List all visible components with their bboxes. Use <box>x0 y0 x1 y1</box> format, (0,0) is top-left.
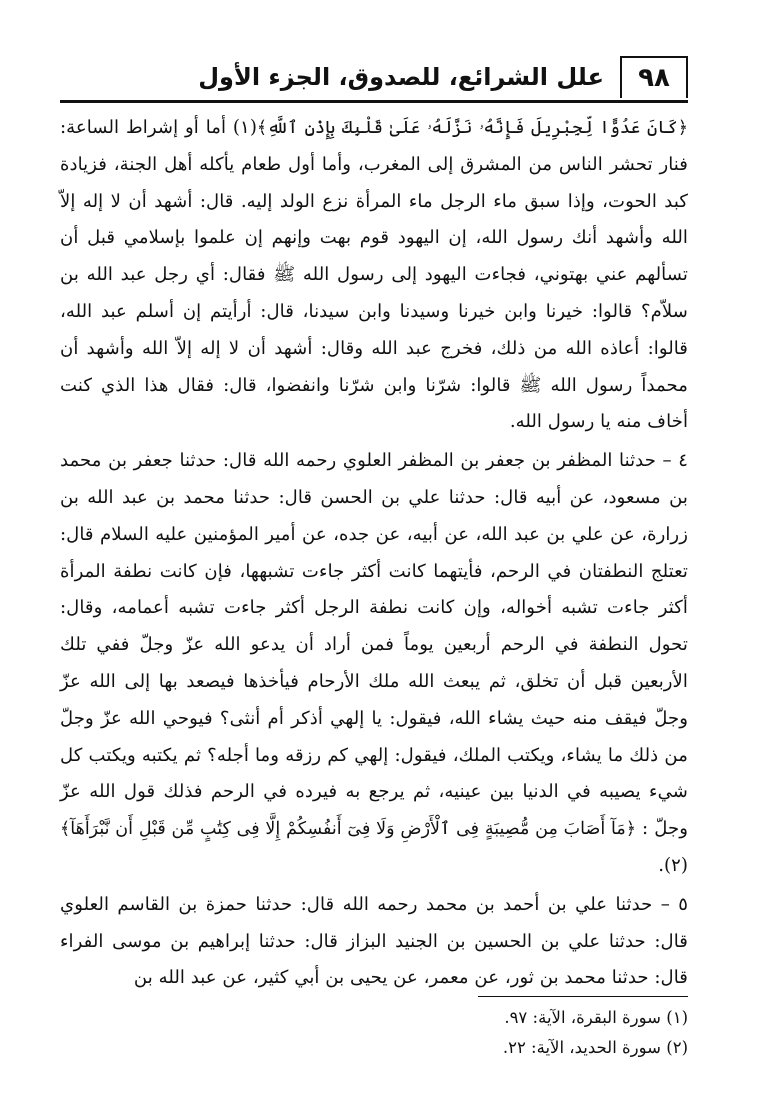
page-number: ٩٨ <box>620 56 688 98</box>
paragraph-continuation <box>60 110 688 441</box>
paragraph-text: (١) أما أو إشراط الساعة: فنار تحشر الناس من المشرق إلى المغرب، وأما أول طعام يأكله أهل الجنة، فزيادة كبد الحوت، وإذا سبق ماء الرجل ماء المرأة نزع الولد إليه. قال: أشهد أن لا إله إلاّ الله وأشهد أنك رسول الله، إن اليهود قوم بهت وإنهم إن علموا بإسلامي قبل أن تسألهم عني بهتوني، فجاءت اليهود إلى رسول الله ﷺ فقال: أي رجل عبد الله بن سلاّم؟ قالوا: خيرنا وابن خيرنا وسيدنا وابن سيدنا، قال: أرأيتم إن أسلم عبد الله، قالوا: أعاذه الله من ذلك، فخرج عبد الله وقال: أشهد أن لا إله إلاّ الله وأشهد أن محمداً رسول الله ﷺ قالوا: شرّنا وابن شرّنا وانفضوا، قال: فقال هذا الذي كنت أخاف منه يا رسول الله. <box>60 117 688 433</box>
footnote: (٢) سورة الحديد، الآية: ٢٢. <box>502 1038 688 1057</box>
quran-verse: ﴿كَانَ عَدُوًّا لِّجِبْرِيلَ فَإِنَّهُۥ نَزَّلَهُۥ عَلَىٰ قَلْبِكَ بِإِذْنِ ٱللَّهِ﴾ <box>256 118 688 138</box>
paragraph-text: ٤ – حدثنا المظفر بن جعفر بن المظفر العلوي رحمه الله قال: حدثنا جعفر بن محمد بن مسعود، عن أبيه قال: حدثنا علي بن الحسن قال: حدثنا محمد بن عبد الله بن زرارة، عن علي بن عبد الله، عن أبيه، عن جده، عن أمير المؤمنين عليه السلام قال: تعتلج النطفتان في الرحم، فأيتهما كانت أكثر جاءت تشبهها، فإن كانت نطفة المرأة أكثر جاءت تشبه أخواله، وإن كانت نطفة الرجل أكثر جاءت تشبه أعمامه، وقال: تحول النطفة في الرحم أربعين يوماً فمن أراد أن يدعو الله عزّ وجلّ ففي تلك الأربعين قبل أن تخلق، ثم يبعث الله ملك الأرحام فيأخذها فيصعد بها إلى الله عزّ وجلّ فيقف منه حيث يشاء الله، فيقول: يا إلهي أذكر أم أنثى؟ فيوحي الله عزّ وجلّ من ذلك ما يشاء، ويكتب الملك، فيقول: إلهي كم رزقه وما أجله؟ ثم يكتبه ويكتب كل شيء يصيبه في الدنيا بين عينيه، ثم يرجع به فيرده في الرحم فذلك قول الله عزّ وجلّ : <box>60 450 688 840</box>
page-header <box>60 52 688 103</box>
footnote-divider <box>478 996 688 997</box>
footnotes <box>60 996 688 1063</box>
main-text <box>60 110 688 997</box>
footnote-ref: (٢). <box>658 854 688 876</box>
paragraph-hadith-5 <box>60 887 688 997</box>
quran-verse: ﴿مَآ أَصَابَ مِن مُّصِيبَةٍ فِى ٱلْأَرْضِ وَلَا فِىٓ أَنفُسِكُمْ إِلَّا فِى كِتَٰبٍ مِّن قَبْلِ أَن نَّبْرَأَهَآ﴾ <box>60 819 636 840</box>
paragraph-hadith-4 <box>60 443 688 885</box>
running-title: علل الشرائع، للصدوق، الجزء الأول <box>198 63 604 91</box>
paragraph-text: ٥ – حدثنا علي بن أحمد بن محمد رحمه الله قال: حدثنا حمزة بن القاسم العلوي قال: حدثنا علي بن الحسين بن الجنيد البزاز قال: حدثنا إبراهيم بن موسى الفراء قال: حدثنا محمد بن ثور، عن معمر، عن يحيى بن أبي كثير، عن عبد الله بن <box>60 893 688 989</box>
footnote: (١) سورة البقرة، الآية: ٩٧. <box>504 1008 688 1027</box>
